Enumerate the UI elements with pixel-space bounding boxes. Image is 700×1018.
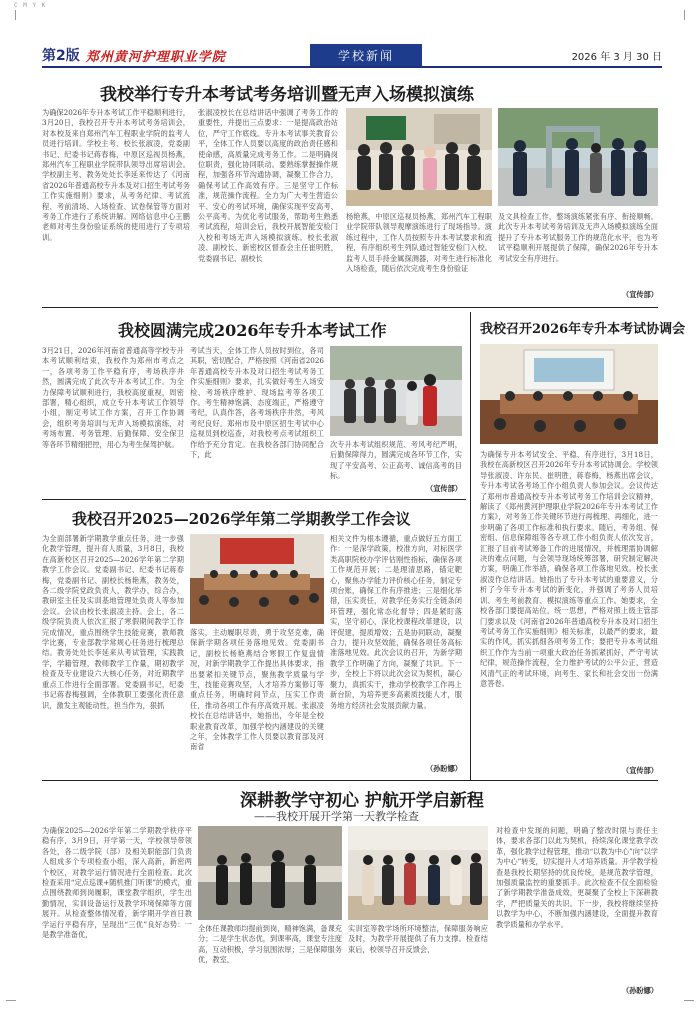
exam-training-photo	[346, 108, 492, 206]
article-text: 杨艳燕，中原区巡视员杨燕，郑州汽车工程职业学院带队领导观摩演练进行了现场指导。演练过程中，工作人员按照专升本考试要求和流程，有序组织考生列队通过智能安检门入校。监考人员手持金属探测器，对考生进行标准化入场检查，随后依次完成考生身份验证	[346, 212, 492, 274]
security-drill-photo	[498, 108, 658, 206]
section-divider	[42, 780, 658, 781]
article-text: 3月21日，2026年河南省普通高等学校专升本考试顺利结束，我校作为郑州市考点之一，各项考务工作平稳有序，考场秩序井然，圆满完成了此次专升本考试工作。为全力保障考试顺利进行，我校高度重视，周密部署，精心组织，成立专升本考试工作领导小组，制定考试工作方案，召开工作协调会，组织考务培训与无声入场模拟演练，对考场布置、考务管理、后勤保障、安全保卫等各环节精细把控，用心为考生保驾护航。	[42, 346, 184, 449]
byline: （宣传部）	[426, 484, 462, 493]
article-text: 实训室等教学场所环境整洁，保障服务响应及时，为教学开展提供了有力支撑。检查结束后，校领导召开反馈会，	[348, 924, 488, 954]
article-text: 为确保2025—2026学年第二学期教学秩序平稳有序，3月9日，开学第一天，学校领导带领各处，各二级学院（部）及相关职能部门负责人组成多个专项检查小组，深入高新，新密两个校区，对教学运行情况进行全面检查。此次检查采用“定点巡课+随机推门听课”的模式，重点围绕教师到岗履职，课堂教学组织，学生出勤情况，实训设备运行及教学环境保障等方面展开。从检查整体情况看，新学期开学首日教学运行平稳有序，呈现出“三优”良好态势：一是教学准备优，	[42, 826, 192, 940]
article-text: 次专升本考试组织规范、考风考纪严明，后勤保障得力，圆满完成各环节工作，实现了平安高考、公正高考、诚信高考的目标。	[330, 440, 462, 481]
crop-mark	[6, 10, 16, 20]
byline: （宣传部）	[622, 290, 658, 299]
article-text: 为确保专升本考试安全、平稳、有序进行，3月18日，我校在高新校区召开2026年专升本考试协调会。学校领导张淑凌、许东民、崔明胜，蒋春梅，杨燕出席会议，专升本考试各考场工作小组负责人参加会议。会议传达了郑州市普通高校专升本考试考务工作培训会议精神，解读了《郑州黄河护理职业学院2026年专升本考试工作方案》，对考务工作关键环节进行再梳理、再细化，进一步明确了各项工作标准和执行要求。随后，考务组、保密组、信息保障组等各专项工作小组负责人依次发言，汇报了目前考试筹备工作的进展情况，并梳理需协调解决的难点问题，与会领导现场统筹部署，研究制定解决方案，明确工作举措，确保各项工作落地见效。校长张淑凌作总结讲话。她指出了专升本考试的重要意义，分析了今年专升本考试的新变化，并强调了考务人员培训、考生考前教育、模拟演练等重点工作。她要求，全校各部门要提高站位，统一思想，严格对照上级主管部门要求以及《河南省2026年普通高校专升本及对口招生考试考务工作实施细则》相关标准，以最严的要求，最实的作风，抓实抓细各项考务工作；要把专升本考试组织工作作为当前一项重大政治任务抓紧抓好，严守考试纪律，规范操作流程，全力维护考试的公平公正，营造风清气正的考试环境，向考生、家长和社会交出一份满意答卷。	[480, 450, 658, 688]
school-logo: 郑州黄河护理职业学院	[85, 49, 226, 65]
article-text: 相关文件为根本遵循，重点做好五方面工作：一是深学政策，校准方向，对标医学类高职院校办学评估刚性指标，确保各项工作规范开展；二是理清思路，锚定靶心，聚焦办学能力评价核心任务，制定专项台账，确保工作有序推进；三是细化举措，压实责任，对教学任务实行全链条闭环管理，强化常态化督导；四是紧盯落实，坚守初心，深化校课程改革建设，以评促建，提质增效；五是协同联动，凝聚合力，提升攻坚效能，确保各项任务高标准落地见效。此次会议的召开，为新学期教学工作明确了方向，凝聚了共识。下一步，全校上下将以此次会议为契机，凝心聚力，真抓实干，推动学校教学工作再上新台阶，为培养更多高素质技能人才，服务地方经济社会发展贡献力量。	[330, 534, 462, 710]
teaching-meeting-photo	[190, 534, 324, 624]
article-title: 我校举行专升本考试考务培训暨无声入场模拟演练	[100, 85, 474, 105]
article-title: 我校圆满完成2026年专升本考试工作	[118, 321, 387, 340]
campus-inspection-photo	[198, 826, 342, 920]
section-divider	[42, 307, 658, 308]
issue-date: 2026 年 3 月 30 日	[571, 52, 662, 63]
crop-mark	[6, 1000, 16, 1010]
masthead	[42, 44, 226, 66]
byline: （宣传部）	[622, 766, 658, 775]
section-divider	[42, 499, 466, 500]
article-subtitle: ——我校开展开学第一天教学检查	[254, 810, 419, 823]
article-text: 为全面部署新学期教学重点任务，进一步强化教学管理，提升育人质量，3月8日，我校在高新校区召开2025—2026学年第二学期教学工作会议。党委副书记、纪委书记蒋春梅，党委副书记、副校长杨艳燕，教务处，各二级学院党政负责人，教学办，综合办，教研室主任及实训基地管理处负责人等参加会议。会议由校长张淑凌主持。会上，各二级学院负责人依次汇报了寒假期间教学工作完成情况，重点围绕学生技能竞赛，教师教学比赛，专业部教学常规心任务进行梳理总结。教务处处长李延来从考试管理，实践教学，学籍管理，教师教学工作量，期初教学检查及专业建设六大核心任务，对近期教学重点工作进行全面部署。党委副书记，纪委书记蒋春梅强调，全体教职工要强化责任意识，激发主观能动性，担当作为，狠抓	[42, 534, 184, 710]
crop-mark	[684, 10, 694, 20]
article-text: 落实，主动履职尽责，勇于攻坚克难，确保新学期各项任务落地见效。党委副书记，副校长杨艳燕结合寒假工作复盘情况，对新学期教学工作提出具体要求，指出要紧扣关键节点，聚焦教学质量与学生，技能竞赛攻坚，人才培养方案修订等重点任务，明确时间节点，压实工作责任，推动各项工作有序高效开展。张淑凌校长在总结讲话中，她指出，今年是全校职业教育改革，加强学校内涵建设的关键之年，全体教学工作人员要以教育部及河南省	[190, 628, 324, 752]
byline: （孙盼娜）	[622, 986, 658, 995]
article-title: 我校召开2026年专升本考试协调会	[480, 322, 686, 337]
cmyk-marks: C M Y K	[14, 2, 47, 9]
exam-day-photo	[330, 346, 462, 436]
byline: （孙盼娜）	[426, 764, 462, 773]
classroom-inspection-photo	[348, 826, 488, 920]
crop-mark	[684, 1000, 694, 1010]
section-tag: 学校新闻	[310, 44, 422, 66]
page-header	[42, 44, 662, 68]
article-text: 对检查中发现的问题，明确了整改时限与责任主体，要求各部门以此为契机，持续深化课堂教学改革，强化教学过程管理，推动“以教为中心”向“以学为中心”转变，切实提升人才培养质量。开学教学检查是我校长期坚持的优良传统，是规范教学管理，加强质量监控的重要抓手。此次检查不仅全面检验了新学期教学准备成效，更凝聚了全校上下深耕教学，严把质量关的共识。下一步，我校将继续坚持以教学为中心，不断加强内涵建设，全面提升教育教学质量和办学水平。	[496, 826, 658, 929]
article-title: 深耕教学守初心 护航开学启新程	[240, 791, 484, 811]
article-text: 及文具检查工作，整场演练紧张有序、衔接顺畅。此次专升本考试考务培训及无声入场模拟演练全面提升了专升本考试服务工作的规范化水平，也为考试平稳顺利开展提供了保障，确保2026年专升本考试安全有序进行。	[498, 212, 658, 263]
article-text: 为确保2026年专升本考试工作平稳顺利进行，3月20日，我校召开专升本考试考务培训会，对本校及来自郑州汽车工程职业学院的监考人员进行培训。学校主考、校长张淑凌，党委副书记、纪委书记蒋春梅，中原区巡视员杨燕，郑州汽车工程职业学院带队领导出席培训会。学校副主考、教务处处长李延来传达了《河南省2026年普通高校专升本及对口招生考试考务工作实施细则》要求，从考务纪律、考试流程、考前清场、入场检查、试卷保管等方面对考务工作进行了系统讲解。网络信息中心王鹏老师对考生身份验证系统的使用进行了专项培训。	[42, 108, 190, 242]
article-text: 张淑凌校长在总结讲话中强调了考务工作的重要性，并提出三点要求：一是提高政治站位，严守工作底线。专升本考试事关教育公平，全体工作人员要以高度的政治责任感和使命感，高质量完成考务工作。二是明确岗位职责，强化协同联动。要熟练掌握操作规程，加强各环节沟通协调，凝聚工作合力，确保考试工作高效有序。三是坚守工作标准，规范操作流程。全力为广大考生营造公平、安心的考试环境，确保实现平安高考、公平高考。为优化考试服务，帮助考生熟悉考试流程，培训会后，我校开展智能安检门入校和考场无声入场模拟演练。校长张淑凌、副校长、新密校区督查会主任崔明胜，党委副书记、副校长	[198, 108, 338, 263]
edition-number: 第2版	[42, 48, 80, 64]
article-text: 考试当天，全体工作人员按时到位，各司其职，密切配合，严格按照《河南省2026年普通高校专升本及对口招生考试考务工作实施细则》要求，扎实做好考生入场安检、考场秩序维护、现场监考等各项工作。考生精神饱满、态度端正，严格遵守考纪，认真作答，各考场秩序井然，考风考纪良好。郑州市及中原区招生考试中心巡视员到校巡查，对我校考点考试组织工作给予充分肯定。在我校各部门协同配合下，此	[190, 346, 324, 460]
coordination-meeting-photo	[480, 344, 658, 444]
article-title: 我校召开2025—2026学年第二学期教学工作会议	[72, 510, 411, 528]
article-text: 全体任课教师均提前到岗，精神饱满，备课充分；二是学生状态优，到课率高，课堂专注度高，互动积极，学习氛围浓厚；三是保障服务优，教室，	[198, 924, 342, 965]
column-divider	[470, 312, 471, 780]
